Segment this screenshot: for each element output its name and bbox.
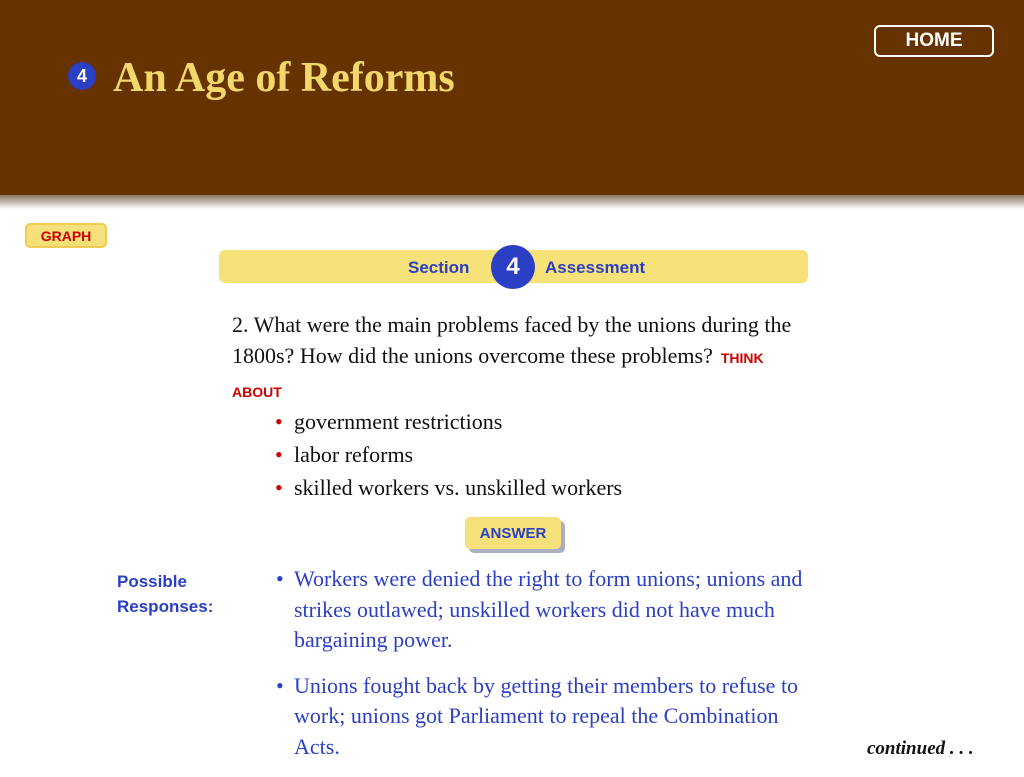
bullet-icon: • (276, 672, 284, 698)
assessment-label: Assessment (545, 258, 646, 277)
question-text (232, 309, 812, 408)
continued-label: continued . . . (867, 738, 974, 759)
think-about-button[interactable]: THINK ABOUT (232, 350, 764, 400)
bullet-icon: • (276, 566, 284, 591)
answer-button[interactable]: ANSWER (465, 517, 561, 549)
section-number-badge: 4 (491, 245, 535, 289)
home-button[interactable]: HOME (874, 25, 994, 57)
response-text: Workers were denied the right to form unions; unions and strikes outlawed; unskilled workers did not have much bargaining power. (294, 566, 803, 652)
think-item-label: skilled workers vs. unskilled workers (294, 475, 623, 500)
page-title: An Age of Reforms (113, 55, 455, 101)
think-item (275, 471, 622, 504)
response-item (276, 564, 821, 656)
bullet-icon: • (275, 475, 283, 500)
think-item-label: labor reforms (294, 442, 414, 467)
chapter-number-badge: 4 (68, 62, 96, 90)
response-text: Unions fought back by getting their members to refuse to work; unions got Parliament to repeal the Combination Acts. (294, 672, 799, 759)
response-item (276, 671, 821, 763)
bullet-icon: • (275, 442, 283, 467)
think-item (275, 438, 622, 471)
think-item (275, 405, 622, 438)
bullet-icon: • (275, 409, 283, 434)
possible-label-line2: Responses: (117, 597, 214, 616)
possible-label-line1: Possible (117, 572, 187, 591)
section-label: Section (408, 258, 470, 277)
header-shadow (0, 195, 1024, 209)
possible-responses-label (117, 569, 213, 619)
think-about-list (275, 405, 622, 504)
responses-list (276, 564, 821, 777)
graph-button[interactable]: GRAPH (25, 223, 107, 248)
think-item-label: government restrictions (294, 409, 503, 434)
question-body: 2. What were the main problems faced by the unions during the 1800s? How did the unions overcome these problems? (232, 312, 792, 368)
